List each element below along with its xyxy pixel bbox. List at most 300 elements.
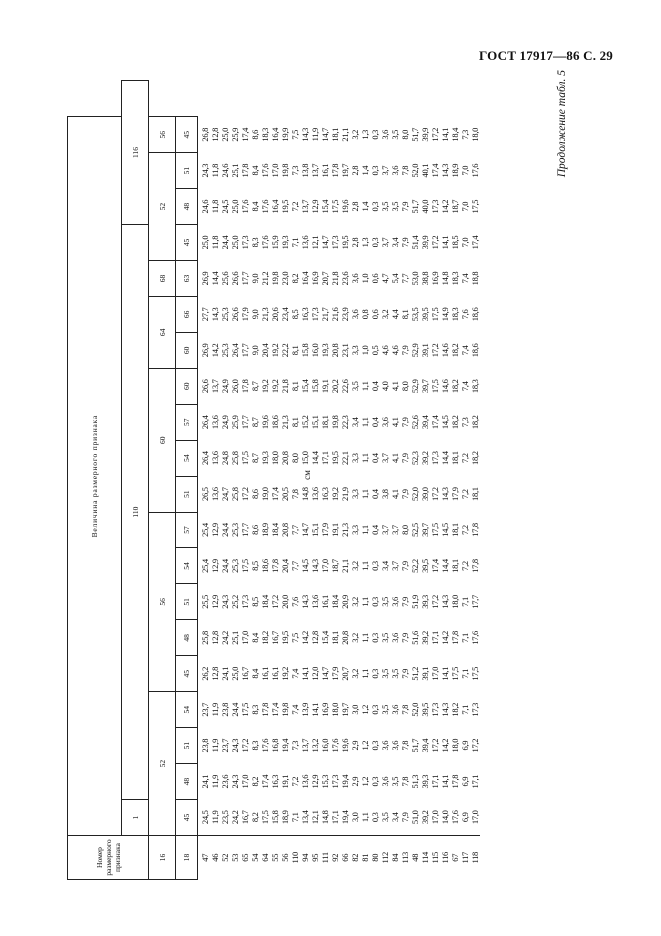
- table-cell: 3,7: [380, 525, 390, 535]
- header-cell: 1: [122, 800, 149, 836]
- table-cell: 18,0: [330, 702, 340, 717]
- table-cell: 19,0: [260, 487, 270, 501]
- table-cell: 24,5: [220, 199, 230, 214]
- table-cell: 1,1: [360, 525, 370, 535]
- table-cell: 16,1: [260, 666, 270, 681]
- table-cell: 9,0: [250, 309, 260, 320]
- table-cell: 16,4: [270, 199, 280, 214]
- feature-number-cell: 82: [350, 836, 360, 880]
- table-cell: 15,1: [310, 415, 320, 430]
- table-cell: 14,4: [440, 559, 450, 573]
- table-cell: 51,9: [410, 595, 420, 609]
- table-cell: 16,1: [270, 666, 280, 681]
- table-cell: 12,9: [310, 774, 320, 789]
- table-cell: 17,5: [240, 451, 250, 465]
- table-cell: 23,0: [280, 271, 290, 286]
- table-cell: 26,4: [200, 415, 210, 430]
- table-cell: 14,4: [440, 451, 450, 465]
- table-cell: 17,5: [330, 199, 340, 214]
- table-cell: 15,3: [320, 774, 330, 789]
- feature-number-cell: 48: [410, 836, 420, 880]
- table-cell: 13,6: [310, 595, 320, 609]
- table-cell: 52,3: [410, 451, 420, 465]
- table-cell: 40,1: [420, 163, 430, 178]
- table-cell: 25,5: [200, 595, 210, 609]
- table-cell: 14,2: [300, 631, 310, 645]
- table-cell: 8,5: [250, 561, 260, 571]
- table-cell: 2,8: [350, 165, 360, 176]
- table-cell: 14,2: [210, 343, 220, 358]
- table-cell: 24,6: [200, 199, 210, 214]
- table-cell: 51,2: [410, 666, 420, 681]
- table-cell: 6,9: [460, 812, 470, 823]
- table-cell: 7,1: [290, 237, 300, 248]
- table-cell: 18,1: [450, 451, 460, 465]
- table-cell: 20,8: [340, 631, 350, 645]
- header-cell: 51: [176, 153, 198, 189]
- table-cell: 24,3: [220, 595, 230, 609]
- table-cell: 0,3: [370, 632, 380, 643]
- header-cell: 56: [149, 512, 176, 692]
- table-cell: 13,7: [310, 163, 320, 178]
- table-row: [350, 81, 360, 880]
- table-cell: 12,8: [210, 127, 220, 142]
- table-cell: 15,4: [300, 379, 310, 394]
- table-cell: 16,0: [310, 343, 320, 358]
- table-cell: 16,3: [270, 774, 280, 789]
- table-cell: 1,1: [360, 668, 370, 679]
- table-row: [380, 81, 390, 880]
- table-cell: 8,5: [250, 597, 260, 607]
- table-cell: 17,3: [470, 702, 480, 717]
- table-row: [420, 81, 430, 880]
- table-cell: 19,8: [280, 163, 290, 178]
- table-cell: 13,6: [300, 235, 310, 250]
- table-cell: 0,3: [370, 561, 380, 571]
- header-cell: 60: [176, 332, 198, 368]
- table-cell: 19,5: [340, 235, 350, 250]
- table-cell: 17,5: [430, 379, 440, 394]
- table-cell: 14,3: [440, 702, 450, 717]
- table-cell: 17,4: [260, 774, 270, 789]
- table-cell: 7,7: [290, 525, 300, 535]
- table-cell: 20,7: [340, 666, 350, 681]
- table-cell: 23,8: [220, 702, 230, 717]
- page-header: ГОСТ 17917—86 С. 29: [479, 48, 613, 63]
- table-cell: 19,4: [340, 774, 350, 789]
- feature-number-cell: 118: [470, 836, 480, 880]
- table-cell: 0,6: [370, 273, 380, 284]
- unit-label: см: [301, 470, 312, 480]
- table-cell: 22,2: [280, 343, 290, 358]
- table-cell: 17,5: [430, 523, 440, 537]
- table-cell: 19,2: [270, 343, 280, 358]
- table-cell: 18,2: [470, 451, 480, 465]
- table-cell: 18,3: [260, 127, 270, 142]
- feature-number-cell: 55: [270, 836, 280, 880]
- header-cell: 45: [176, 225, 198, 261]
- table-cell: 18,4: [450, 127, 460, 142]
- feature-number-cell: 80: [370, 836, 380, 880]
- feature-number-cell: 66: [340, 836, 350, 880]
- header-cell: 48: [176, 189, 198, 225]
- table-cell: 19,1: [320, 379, 330, 394]
- table-cell: 18,2: [260, 631, 270, 645]
- table-cell: 21,7: [320, 307, 330, 322]
- table-cell: 3,7: [380, 237, 390, 248]
- table-cell: 1,1: [360, 812, 370, 823]
- table-cell: 18,1: [450, 523, 460, 537]
- table-cell: 0,3: [370, 740, 380, 751]
- table-cell: 11,9: [210, 703, 220, 717]
- table-cell: 8,3: [250, 704, 260, 715]
- table-cell: 17,4: [430, 163, 440, 178]
- table-cell: 8,4: [250, 632, 260, 643]
- header-cell: 54: [176, 440, 198, 476]
- table-cell: 7,9: [400, 668, 410, 679]
- table-cell: 14,5: [300, 559, 310, 573]
- header-cell: 45: [176, 800, 198, 836]
- table-cell: 25,0: [230, 199, 240, 214]
- table-cell: 19,8: [280, 702, 290, 717]
- table-cell: 22,6: [340, 379, 350, 394]
- table-cell: 39,2: [420, 451, 430, 465]
- table-cell: 18,1: [330, 127, 340, 142]
- table-cell: 14,3: [300, 127, 310, 142]
- table-cell: 51,6: [410, 631, 420, 645]
- table-cell: 1,1: [360, 561, 370, 571]
- table-cell: 7,5: [290, 129, 300, 140]
- table-row: [240, 81, 250, 880]
- table-cell: 17,3: [310, 307, 320, 322]
- table-cell: 3,6: [380, 776, 390, 787]
- table-cell: 3,4: [380, 561, 390, 571]
- table-cell: 1,2: [360, 704, 370, 715]
- table-row: [340, 81, 350, 880]
- table-cell: 7,8: [400, 740, 410, 751]
- table-cell: 24,3: [230, 738, 240, 753]
- table-cell: 17,4: [430, 559, 440, 573]
- table-cell: 3,2: [350, 561, 360, 571]
- table-cell: 3,5: [390, 776, 400, 787]
- table-cell: 17,1: [430, 631, 440, 645]
- table-cell: 21,2: [260, 271, 270, 286]
- table-row: [410, 81, 420, 880]
- rotated-table-wrapper: [67, 80, 480, 880]
- table-cell: 51,0: [410, 810, 420, 825]
- header-cell: 66: [176, 296, 198, 332]
- table-cell: 19,5: [280, 199, 290, 214]
- table-cell: 0,4: [370, 525, 380, 535]
- table-cell: 1,1: [360, 453, 370, 464]
- table-cell: 8,0: [290, 453, 300, 464]
- table-cell: 17,2: [430, 127, 440, 142]
- table-cell: 17,6: [240, 199, 250, 214]
- table-cell: 52,0: [410, 163, 420, 178]
- table-cell: 3,4: [390, 237, 400, 248]
- table-cell: 7,2: [460, 489, 470, 499]
- table-cell: 17,2: [430, 738, 440, 753]
- table-cell: 7,3: [290, 165, 300, 176]
- table-cell: 7,2: [290, 201, 300, 212]
- table-cell: 0,4: [370, 381, 380, 392]
- table-cell: 14,3: [440, 163, 450, 178]
- table-cell: 17,5: [470, 666, 480, 681]
- table-cell: 25,3: [230, 523, 240, 537]
- table-cell: 4,0: [380, 381, 390, 392]
- table-cell: 17,3: [430, 451, 440, 465]
- table-cell: 23,9: [340, 307, 350, 322]
- table-cell: 18,1: [320, 415, 330, 430]
- table-cell: 39,3: [420, 774, 430, 789]
- table-cell: 24,3: [200, 163, 210, 178]
- table-cell: 25,6: [220, 271, 230, 286]
- table-cell: 0,3: [370, 597, 380, 607]
- table-cell: 0,4: [370, 417, 380, 428]
- table-cell: 20,4: [280, 559, 290, 573]
- table-cell: 14,3: [210, 307, 220, 322]
- table-cell: 25,9: [230, 415, 240, 430]
- table-cell: 13,4: [300, 810, 310, 825]
- table-cell: 40,0: [420, 199, 430, 214]
- table-cell: 13,6: [300, 774, 310, 789]
- table-cell: 24,1: [220, 666, 230, 681]
- table-cell: 17,1: [320, 451, 330, 465]
- table-cell: 19,6: [340, 199, 350, 214]
- table-cell: 17,8: [450, 631, 460, 645]
- table-cell: 0,3: [370, 668, 380, 679]
- table-cell: 14,6: [440, 343, 450, 358]
- table-cell: 1,2: [360, 776, 370, 787]
- table-row: [460, 81, 470, 880]
- table-cell: 13,2: [310, 738, 320, 753]
- feature-number-cell: 94: [300, 836, 310, 880]
- table-cell: 17,9: [450, 487, 460, 501]
- table-cell: 0,5: [370, 345, 380, 356]
- table-cell: 4,4: [390, 309, 400, 320]
- table-cell: 3,4: [390, 812, 400, 823]
- table-cell: 20,9: [340, 595, 350, 609]
- feature-number-cell: 115: [430, 836, 440, 880]
- header-cell: 57: [176, 512, 198, 548]
- table-cell: 3,2: [350, 632, 360, 643]
- table-cell: 7,6: [460, 309, 470, 320]
- table-cell: 18,2: [470, 415, 480, 430]
- table-cell: 24,4: [230, 702, 240, 717]
- table-row: [198, 81, 211, 880]
- table-cell: 17,0: [240, 774, 250, 789]
- table-cell: 4,1: [390, 381, 400, 392]
- table-cell: 14,1: [440, 666, 450, 681]
- table-cell: 17,3: [330, 774, 340, 789]
- table-cell: 3,7: [380, 453, 390, 464]
- table-cell: 17,6: [470, 631, 480, 645]
- table-cell: 18,6: [270, 415, 280, 430]
- table-cell: 3,3: [350, 525, 360, 535]
- table-cell: 17,4: [240, 127, 250, 142]
- table-cell: 25,2: [230, 595, 240, 609]
- table-cell: 23,8: [200, 738, 210, 753]
- table-cell: 7,4: [460, 273, 470, 284]
- header-cell: 60: [149, 368, 176, 512]
- table-cell: 3,0: [350, 812, 360, 823]
- table-cell: 14,3: [300, 595, 310, 609]
- table-row: [220, 81, 230, 880]
- table-cell: 12,8: [210, 631, 220, 645]
- table-cell: 17,8: [240, 163, 250, 178]
- feature-number-cell: 67: [450, 836, 460, 880]
- table-cell: 25,8: [200, 631, 210, 645]
- table-cell: 16,1: [320, 595, 330, 609]
- table-cell: 27,7: [200, 307, 210, 322]
- table-cell: 18,3: [470, 379, 480, 394]
- feature-number-cell: 95: [310, 836, 320, 880]
- table-cell: 16,9: [320, 702, 330, 717]
- header-cell: 54: [176, 692, 198, 728]
- table-cell: 24,4: [220, 559, 230, 573]
- table-cell: 3,6: [380, 740, 390, 751]
- table-cell: 7,3: [460, 129, 470, 140]
- table-cell: 7,9: [400, 489, 410, 499]
- feature-number-cell: 117: [460, 836, 470, 880]
- table-cell: 14,3: [440, 487, 450, 501]
- table-cell: 17,3: [430, 702, 440, 717]
- table-cell: 24,9: [220, 379, 230, 394]
- table-cell: 3,7: [390, 525, 400, 535]
- table-cell: 7,0: [460, 165, 470, 176]
- header-cell: 68: [149, 261, 176, 297]
- table-cell: 19,1: [330, 523, 340, 537]
- table-cell: 20,7: [320, 271, 330, 286]
- table-cell: 3,5: [380, 668, 390, 679]
- table-cell: 17,2: [270, 595, 280, 609]
- table-cell: 17,8: [260, 702, 270, 717]
- table-cell: 7,3: [460, 417, 470, 428]
- table-cell: 19,2: [260, 379, 270, 394]
- table-row: [250, 81, 260, 880]
- table-cell: 26,6: [230, 307, 240, 322]
- table-cell: 39,5: [420, 702, 430, 717]
- table-cell: 19,2: [270, 379, 280, 394]
- table-cell: 0,3: [370, 237, 380, 248]
- table-cell: 8,1: [290, 381, 300, 392]
- table-cell: 7,1: [290, 812, 300, 823]
- table-cell: 1,1: [360, 417, 370, 428]
- table-cell: 17,2: [240, 487, 250, 501]
- table-cell: 7,9: [400, 453, 410, 464]
- table-cell: 17,5: [470, 199, 480, 214]
- table-cell: 17,4: [430, 415, 440, 430]
- table-cell: 12,9: [310, 199, 320, 214]
- table-cell: 39,5: [420, 559, 430, 573]
- table-cell: 0,3: [370, 776, 380, 787]
- table-cell: 9,0: [250, 273, 260, 284]
- table-cell: 38,8: [420, 271, 430, 286]
- table-cell: 17,9: [320, 523, 330, 537]
- table-cell: 16,7: [270, 631, 280, 645]
- table-cell: 25,4: [200, 523, 210, 537]
- table-cell: 17,2: [470, 738, 480, 753]
- table-cell: 15,1: [310, 523, 320, 537]
- table-row: [270, 81, 280, 880]
- table-cell: 3,8: [380, 489, 390, 499]
- table-cell: 21,1: [340, 127, 350, 142]
- table-cell: 25,1: [230, 631, 240, 645]
- table-cell: 15,4: [320, 631, 330, 645]
- table-cell: 13,6: [210, 415, 220, 430]
- table-cell: 11,9: [210, 810, 220, 824]
- table-cell: 1,1: [360, 381, 370, 392]
- table-cell: 39,5: [420, 307, 430, 322]
- table-cell: 15,2: [300, 415, 310, 430]
- table-cell: 39,3: [420, 595, 430, 609]
- feature-number-cell: 54: [250, 836, 260, 880]
- table-cell: 7,4: [460, 381, 470, 392]
- table-cell: 26,0: [230, 379, 240, 394]
- header-cell: 56: [149, 117, 176, 153]
- table-cell: 7,1: [460, 632, 470, 643]
- table-cell: 8,4: [250, 668, 260, 679]
- table-cell: 24,2: [220, 631, 230, 645]
- feature-number-cell: 81: [360, 836, 370, 880]
- table-cell: 18,4: [260, 595, 270, 609]
- table-cell: 21,8: [330, 271, 340, 286]
- table-cell: 25,8: [230, 487, 240, 501]
- table-cell: 7,2: [460, 561, 470, 571]
- table-cell: 12,9: [210, 559, 220, 573]
- table-cell: 21,3: [280, 415, 290, 430]
- table-cell: 19,7: [340, 702, 350, 717]
- table-cell: 20,0: [280, 595, 290, 609]
- table-cell: 17,4: [270, 487, 280, 501]
- table-row: [320, 81, 330, 880]
- table-cell: 8,0: [400, 129, 410, 140]
- table-cell: 12,9: [210, 523, 220, 537]
- table-cell: 19,6: [260, 415, 270, 430]
- table-cell: 19,2: [280, 666, 290, 681]
- table-cell: 13,6: [210, 487, 220, 501]
- table-cell: 21,1: [340, 559, 350, 573]
- table-cell: 0,3: [370, 201, 380, 212]
- table-row: [400, 81, 410, 880]
- table-cell: 24,4: [220, 235, 230, 250]
- table-cell: 39,9: [420, 127, 430, 142]
- feature-number-cell: 111: [320, 836, 330, 880]
- table-cell: 6,9: [460, 776, 470, 787]
- table-cell: 51,7: [410, 127, 420, 142]
- table-cell: 14,8: [300, 487, 310, 501]
- header-cell: 116: [122, 81, 149, 225]
- table-cell: 18,9: [260, 523, 270, 537]
- table-cell: 20,8: [280, 523, 290, 537]
- table-cell: 3,7: [390, 561, 400, 571]
- table-cell: 19,7: [340, 163, 350, 178]
- table-cell: 14,6: [440, 379, 450, 394]
- table-cell: 0,3: [370, 704, 380, 715]
- table-cell: 53,5: [410, 307, 420, 322]
- table-cell: 14,1: [300, 666, 310, 681]
- table-cell: 24,5: [200, 810, 210, 825]
- table-cell: 3,6: [350, 309, 360, 320]
- table-cell: 23,5: [220, 810, 230, 825]
- table-cell: 0,6: [370, 309, 380, 320]
- table-cell: 22,1: [340, 451, 350, 465]
- table-cell: 18,6: [470, 343, 480, 358]
- feature-number-cell: 47: [198, 836, 211, 880]
- table-cell: 25,0: [230, 666, 240, 681]
- table-cell: 16,1: [320, 163, 330, 178]
- table-row: [310, 81, 320, 880]
